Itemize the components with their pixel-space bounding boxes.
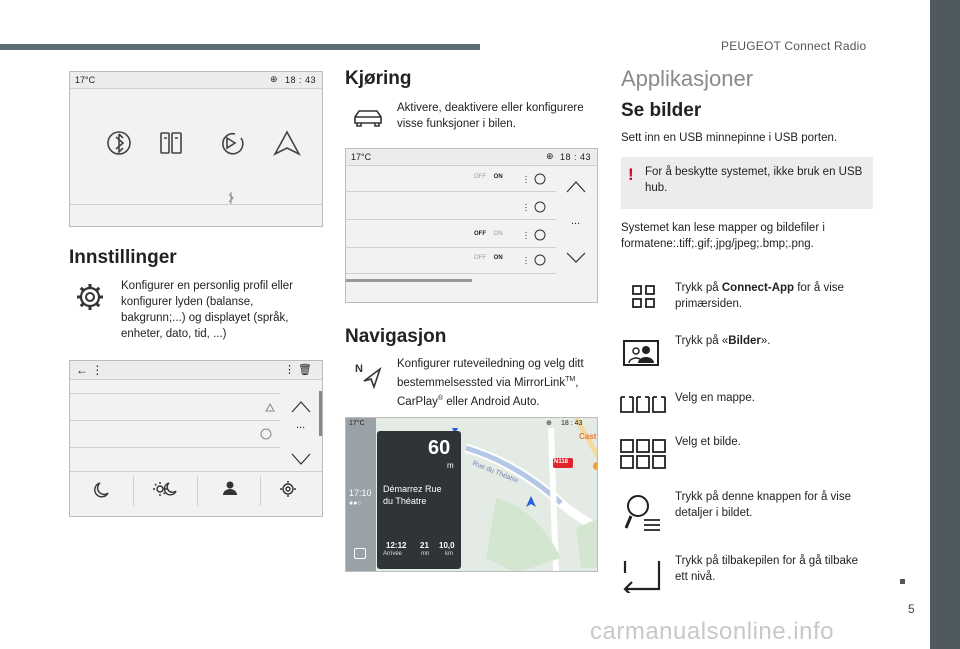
settings-text: Konfigurer en personlig profil eller konfigurer lyden (balanse, bakgrunn;...) og displayet (språk, enheter, dato, tid, ...) — [121, 280, 293, 340]
images-icon — [620, 438, 666, 470]
clock: 18 : 43 — [284, 75, 316, 85]
place-label: Cast — [579, 432, 597, 441]
scrollbar — [319, 391, 322, 436]
warning-box — [621, 157, 873, 209]
page-number: 5 — [908, 602, 915, 616]
toggle-off[interactable]: OFF — [474, 174, 486, 180]
navigation-text-3: CarPlay — [397, 395, 438, 408]
brightness-icon — [153, 482, 176, 496]
chevron-down-icon — [567, 253, 585, 262]
row-divider — [70, 204, 323, 205]
arrival-label: Arrivée — [383, 551, 403, 557]
warning-icon — [266, 404, 274, 411]
temperature: 17°C — [351, 152, 372, 162]
settings-gear-icon — [76, 283, 104, 311]
step-6-text: Trykk på tilbakepilen for å gå tilbake ett nivå. — [675, 555, 859, 583]
map-time: 17:10 — [349, 488, 372, 498]
navigation-title: Navigasjon — [345, 326, 447, 347]
scrollbar — [346, 279, 472, 282]
step-2-text — [675, 333, 870, 349]
info-icon — [535, 174, 545, 184]
header-title: PEUGEOT Connect Radio — [721, 39, 867, 53]
guidance-distance: 60 — [428, 437, 451, 459]
usb-intro: Sett inn en USB minnepinne i USB porten. — [621, 132, 838, 144]
chevron-up-icon — [292, 402, 310, 412]
duration-value: 21 — [420, 541, 429, 550]
toggle-off[interactable]: OFF — [474, 231, 486, 237]
info-icon — [261, 429, 271, 439]
map-home-button[interactable] — [354, 548, 366, 559]
grid-apps-icon — [631, 284, 657, 310]
step-1-bold: Connect-App — [721, 282, 795, 294]
reg-mark: ® — [437, 394, 444, 402]
info-icon — [535, 202, 545, 212]
guidance-street-line2: du Théatre — [383, 496, 427, 506]
step-1-suffix: for å vise primærsiden. — [675, 282, 844, 310]
gear-icon — [280, 481, 296, 497]
warning-icon: ! — [628, 165, 634, 184]
guidance-street — [383, 483, 442, 507]
car-icon — [352, 107, 384, 129]
arrival-value: 12:12 — [386, 541, 407, 550]
photos-subtitle: Se bilder — [621, 100, 702, 121]
chevron-up-icon — [567, 182, 585, 192]
step-2-bold: Bilder — [728, 335, 761, 347]
remaining-label: km — [445, 551, 453, 557]
step-1-prefix: Trykk på — [675, 282, 722, 294]
step-2-prefix: Trykk på « — [675, 335, 729, 347]
navigation-text-2: , — [575, 376, 579, 389]
navigation-screen — [345, 417, 598, 572]
svg-text:N: N — [355, 363, 363, 375]
navigation-text-1: Konfigurer ruteveiledning og velg ditt bestemmelsessted via MirrorLink — [397, 358, 584, 389]
menu-trash-icon[interactable]: ⋮ 🗑 — [283, 364, 312, 376]
tm-mark: TM — [565, 376, 576, 383]
connect-app-icon — [223, 134, 243, 154]
step-3-text: Velg en mappe. — [675, 392, 755, 404]
map-clock: 18 : 43 — [561, 420, 583, 427]
step-5-text: Trykk på denne knappen for å vise detaljer i bildet. — [675, 491, 852, 519]
more-icon[interactable]: ... — [571, 215, 581, 227]
toggle-off[interactable]: OFF — [474, 255, 486, 261]
toggle-on[interactable]: ON — [493, 231, 503, 237]
profile-icon — [223, 482, 237, 496]
night-mode-icon — [95, 483, 108, 497]
road-label: Rue du Théatre — [471, 460, 519, 485]
folders-icon — [620, 394, 666, 414]
clock: 18 : 43 — [559, 152, 591, 162]
guidance-panel — [377, 431, 461, 569]
row-divider — [197, 476, 198, 506]
guidance-distance-unit: m — [447, 461, 454, 470]
step-2-suffix: ». — [760, 335, 771, 347]
row-divider — [133, 476, 134, 506]
settings-screen — [69, 360, 323, 517]
settings-title: Innstillinger — [69, 247, 177, 268]
bluetooth-media-icon — [108, 132, 130, 154]
step-1-text — [675, 280, 870, 312]
map-temperature: 17°C — [349, 420, 365, 427]
gps-icon: ⊕ — [270, 74, 278, 84]
navigation-icon — [275, 132, 299, 154]
navigation-text-4: eller Android Auto. — [443, 395, 540, 408]
duration-label: mn — [421, 551, 430, 557]
navigation-text — [397, 356, 597, 410]
more-icon[interactable]: ... — [296, 419, 306, 431]
toggle-on[interactable]: ON — [493, 255, 503, 261]
map-gps-icon: ⊕ — [546, 420, 552, 427]
bluetooth-small-icon — [229, 192, 233, 204]
back-arrow-icon — [622, 559, 662, 593]
guidance-street-line1: Démarrez Rue — [383, 484, 442, 494]
home-screen — [69, 71, 323, 227]
photos-icon — [622, 337, 662, 367]
back-arrow-icon[interactable]: ← ⋮ — [76, 363, 104, 377]
details-icon — [624, 492, 664, 534]
chevron-down-icon — [292, 454, 310, 464]
warning-text: For å beskytte systemet, ikke bruk en USB hub. — [645, 166, 863, 194]
watermark: carmanualsonline.info — [590, 618, 834, 645]
mirror-phone-icon — [161, 133, 181, 153]
remaining-value: 10,0 — [439, 541, 455, 550]
end-mark — [900, 579, 905, 584]
applications-title: Applikasjoner — [621, 66, 754, 91]
top-rule — [0, 44, 480, 50]
map-side-bar — [346, 418, 376, 571]
road-sign-label: N118 — [554, 459, 569, 465]
right-band — [930, 0, 960, 649]
navigation-arrow-icon — [354, 361, 384, 391]
driving-text: Aktivere, deaktivere eller konfigurere visse funksjoner i bilen. — [397, 102, 584, 130]
step-4-text: Velg et bilde. — [675, 436, 741, 448]
driving-screen — [345, 148, 598, 303]
info-icon — [535, 255, 545, 265]
temperature: 17°C — [75, 75, 96, 85]
driving-title: Kjøring — [345, 68, 412, 89]
toggle-on[interactable]: ON — [493, 174, 503, 180]
driving-screen-icons — [346, 149, 598, 303]
row-divider — [260, 476, 261, 506]
gps-icon: ⊕ — [546, 151, 554, 161]
formats-text: Systemet kan lese mapper og bildefiler i formatene:.tiff;.gif;.jpg/jpeg;.bmp;.png. — [621, 222, 825, 250]
map-dots: ●●○ — [349, 500, 362, 507]
info-icon — [535, 230, 545, 240]
